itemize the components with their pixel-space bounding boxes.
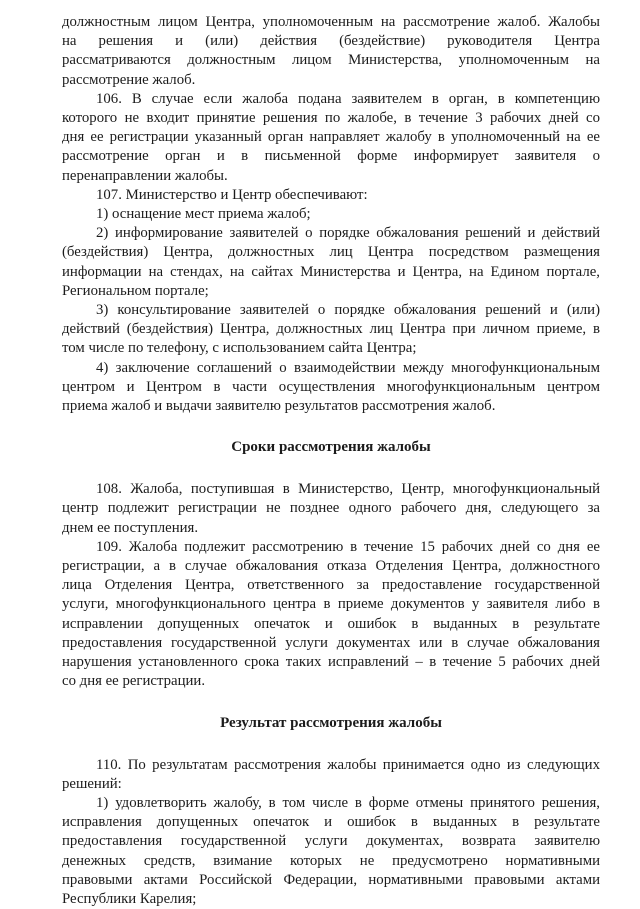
text-line: предоставления государственной услуги документах или в случае обжалования — [62, 634, 600, 651]
spacer — [62, 416, 600, 438]
text-line: рассмотрение жалоб. — [62, 71, 196, 88]
paragraph — [62, 480, 600, 538]
text-line: днем ее поступления. — [62, 519, 199, 536]
paragraph — [62, 794, 600, 909]
paragraph — [62, 359, 600, 417]
text-line: на решения и (или) действия (бездействие) руководителя Центра — [62, 33, 600, 50]
document-body — [62, 13, 600, 909]
text-line: рассмотрение орган и в письменной форме информирует заявителя о — [62, 148, 600, 165]
text-line: правовыми актами Российской Федерации, нормативными правовыми актами — [62, 871, 600, 888]
text-line: действий (бездействия) Центра, должностных лиц Центра при личном приеме, в — [62, 321, 600, 338]
text-line: регистрации, а в случае обжалования отказа Отделения Центра, должностного — [62, 558, 600, 575]
text-line: Региональном портале; — [62, 282, 209, 299]
text-line: 109. Жалоба подлежит рассмотрению в течение 15 рабочих дней со дня ее — [96, 538, 600, 555]
paragraph — [62, 186, 600, 205]
section-heading: Сроки рассмотрения жалобы — [231, 439, 431, 456]
paragraph — [62, 224, 600, 301]
text-line: предоставления государственной услуги документах, возврата заявителю — [62, 833, 600, 850]
text-line: 2) информирование заявителей о порядке обжалования решений и действий — [96, 225, 600, 242]
text-line: рассматриваются должностным лицом Министерства, уполномоченным на — [62, 52, 600, 69]
text-line: 107. Министерство и Центр обеспечивают: — [96, 186, 368, 203]
text-line: должностным лицом Центра, уполномоченным на рассмотрение жалоб. Жалобы — [62, 14, 600, 30]
text-line: услуги, многофункционального центра в приеме документов у заявителя либо в — [62, 596, 600, 613]
text-line: со дня ее регистрации. — [62, 673, 206, 690]
text-line: центр подлежит регистрации не позднее одного рабочего дня, следующего за — [62, 500, 600, 517]
text-line: исправлении допущенных опечаток и ошибок в выданных в результате — [62, 615, 600, 632]
text-line: 106. В случае если жалоба подана заявителем в орган, в компетенцию — [96, 90, 600, 107]
paragraph — [62, 13, 600, 90]
text-line: 4) заключение соглашений о взаимодействии между многофункциональным — [96, 359, 600, 376]
text-line: решений: — [62, 775, 122, 792]
text-line: том числе по телефону, с использованием сайта Центра; — [62, 340, 417, 357]
text-line: Республики Карелия; — [62, 890, 197, 907]
text-line: дня ее регистрации указанный орган направляет жалобу в уполномоченный на ее — [62, 129, 600, 146]
paragraph — [62, 205, 600, 224]
spacer — [62, 692, 600, 714]
text-line: приема жалоб и выдачи заявителю результатов рассмотрения жалоб. — [62, 398, 496, 415]
text-line: исправления допущенных опечаток и ошибок в выданных в результате — [62, 814, 600, 831]
paragraph — [62, 538, 600, 692]
section-heading: Результат рассмотрения жалобы — [220, 714, 442, 731]
paragraph — [62, 90, 600, 186]
text-line: (бездействия) Центра, должностных лиц Центра посредством размещения — [62, 244, 600, 261]
text-line: информации на стендах, на сайтах Министерства и Центра, на Едином портале, — [62, 263, 600, 280]
text-line: 1) оснащение мест приема жалоб; — [96, 206, 311, 223]
text-line: которого не входит принятие решения по жалобе, в течение 3 рабочих дней со — [62, 110, 600, 127]
paragraph — [62, 301, 600, 359]
text-line: 110. По результатам рассмотрения жалобы принимается одно из следующих — [96, 756, 600, 773]
spacer — [62, 733, 600, 756]
paragraph — [62, 756, 600, 794]
text-line: лица Отделения Центра, ответственного за предоставление государственной — [62, 577, 600, 594]
text-line: денежных средств, взимание которых не предусмотрено нормативными — [62, 852, 600, 869]
spacer — [62, 457, 600, 480]
text-line: 3) консультирование заявителей о порядке обжалования решений и (или) — [96, 302, 600, 319]
text-line: 1) удовлетворить жалобу, в том числе в форме отмены принятого решения, — [96, 794, 600, 811]
text-line: нарушения установленного срока таких исправлений – в течение 5 рабочих дней — [62, 654, 600, 671]
text-line: перенаправлении жалобы. — [62, 167, 228, 184]
text-line: центром и Центром в части осуществления многофункциональным центром — [62, 378, 600, 395]
text-line: 108. Жалоба, поступившая в Министерство, Центр, многофункциональный — [96, 481, 600, 498]
